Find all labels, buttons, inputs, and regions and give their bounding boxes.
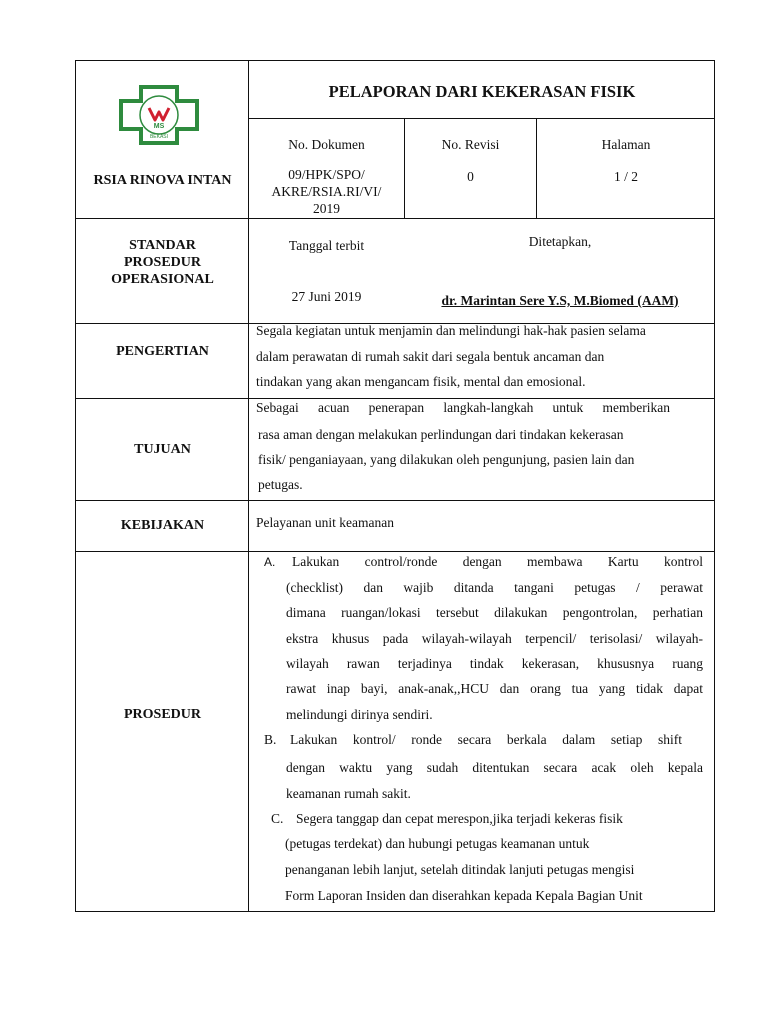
procedure-c-line: (petugas terdekat) dan hubungi petugas keamanan untuk <box>285 836 590 851</box>
procedure-marker-b: B. <box>264 732 277 747</box>
procedure-c-line: Segera tanggap dan cepat merespon,jika terjadi kekeras fisik <box>296 811 623 826</box>
issue-date: 27 Juni 2019 <box>291 289 362 304</box>
page-label: Halaman <box>601 137 651 152</box>
tujuan-line: rasa aman dengan melakukan perlindungan dari tindakan kekerasan <box>258 427 624 442</box>
sop-label-line-2: PROSEDUR <box>123 255 201 270</box>
pengertian-label: PENGERTIAN <box>116 344 209 359</box>
tujuan-line: petugas. <box>258 477 303 492</box>
row-divider <box>75 500 715 501</box>
page-title: PELAPORAN DARI KEKERASAN FISIK <box>328 82 636 101</box>
tujuan-line: fisik/ penganiayaan, yang dilakukan oleh pengunjung, pasien lain dan <box>258 452 635 467</box>
sop-label-line-1: STANDAR <box>129 238 196 253</box>
approver-name: dr. Marintan Sere Y.S, M.Biomed (AAM) <box>441 293 679 308</box>
procedure-marker-a: A. <box>264 555 276 569</box>
doc-number-line-1: 09/HPK/SPO/ <box>288 167 365 182</box>
procedure-a-line: wilayah rawan terjadinya tindak kekerasan, khususnya ruang <box>286 656 703 671</box>
procedure-a-line: (checklist) dan wajib ditanda tangani petugas / perawat <box>286 580 703 595</box>
tujuan-line: Sebagai acuan penerapan langkah-langkah untuk memberikan <box>256 400 670 415</box>
procedure-c-line: Form Laporan Insiden dan diserahkan kepada Kepala Bagian Unit <box>285 888 643 903</box>
logo-bottom-text: BEKASI <box>149 134 169 140</box>
procedure-a-line: ekstra khusus pada wilayah-wilayah terpencil/ terisolasi/ wilayah- <box>286 631 703 646</box>
sop-document <box>75 60 715 912</box>
row-divider <box>75 218 715 219</box>
revision-value: 0 <box>467 169 474 184</box>
procedure-a-line: melindungi dirinya sendiri. <box>286 707 433 722</box>
doc-number-label: No. Dokumen <box>288 137 365 152</box>
page-value: 1 / 2 <box>613 169 638 184</box>
pengertian-line: tindakan yang akan mengancam fisik, mental dan emosional. <box>256 374 586 389</box>
doc-number-line-2: AKRE/RSIA.RI/VI/ <box>271 184 382 199</box>
kebijakan-text: Pelayanan unit keamanan <box>256 515 394 530</box>
kebijakan-label: KEBIJAKAN <box>120 518 205 533</box>
procedure-marker-c: C. <box>271 811 284 826</box>
revision-label: No. Revisi <box>441 137 500 152</box>
row-divider <box>248 118 715 119</box>
procedure-b-line: dengan waktu yang sudah ditentukan secara acak oleh kepala <box>286 760 703 775</box>
sop-label-line-3: OPERASIONAL <box>111 272 214 287</box>
hospital-logo <box>119 84 199 146</box>
procedure-a-line: Lakukan control/ronde dengan membawa Kartu kontrol <box>292 554 703 569</box>
logo-monogram: MS <box>153 123 165 130</box>
row-divider <box>75 551 715 552</box>
procedure-b-line: Lakukan kontrol/ ronde secara berkala dalam setiap shift <box>290 732 682 747</box>
hospital-name: RSIA RINOVA INTAN <box>93 173 232 188</box>
procedure-a-line: rawat inap bayi, anak-anak,,HCU dan orang tua yang tidak dapat <box>286 681 703 696</box>
pengertian-line: Segala kegiatan untuk menjamin dan melindungi hak-hak pasien selama <box>256 323 646 338</box>
issue-date-label: Tanggal terbit <box>288 238 365 253</box>
tujuan-label: TUJUAN <box>134 442 191 457</box>
procedure-c-line: penanganan lebih lanjut, setelah ditindak lanjuti petugas mengisi <box>285 862 635 877</box>
approved-label: Ditetapkan, <box>528 234 592 249</box>
procedure-b-line: keamanan rumah sakit. <box>286 786 411 801</box>
pengertian-line: dalam perawatan di rumah sakit dari segala bentuk ancaman dan <box>256 349 605 364</box>
prosedur-label: PROSEDUR <box>123 707 201 722</box>
doc-number-line-3: 2019 <box>313 201 340 216</box>
procedure-a-line: dimana ruangan/lokasi tersebut dilakukan pengontrolan, perhatian <box>286 605 703 620</box>
